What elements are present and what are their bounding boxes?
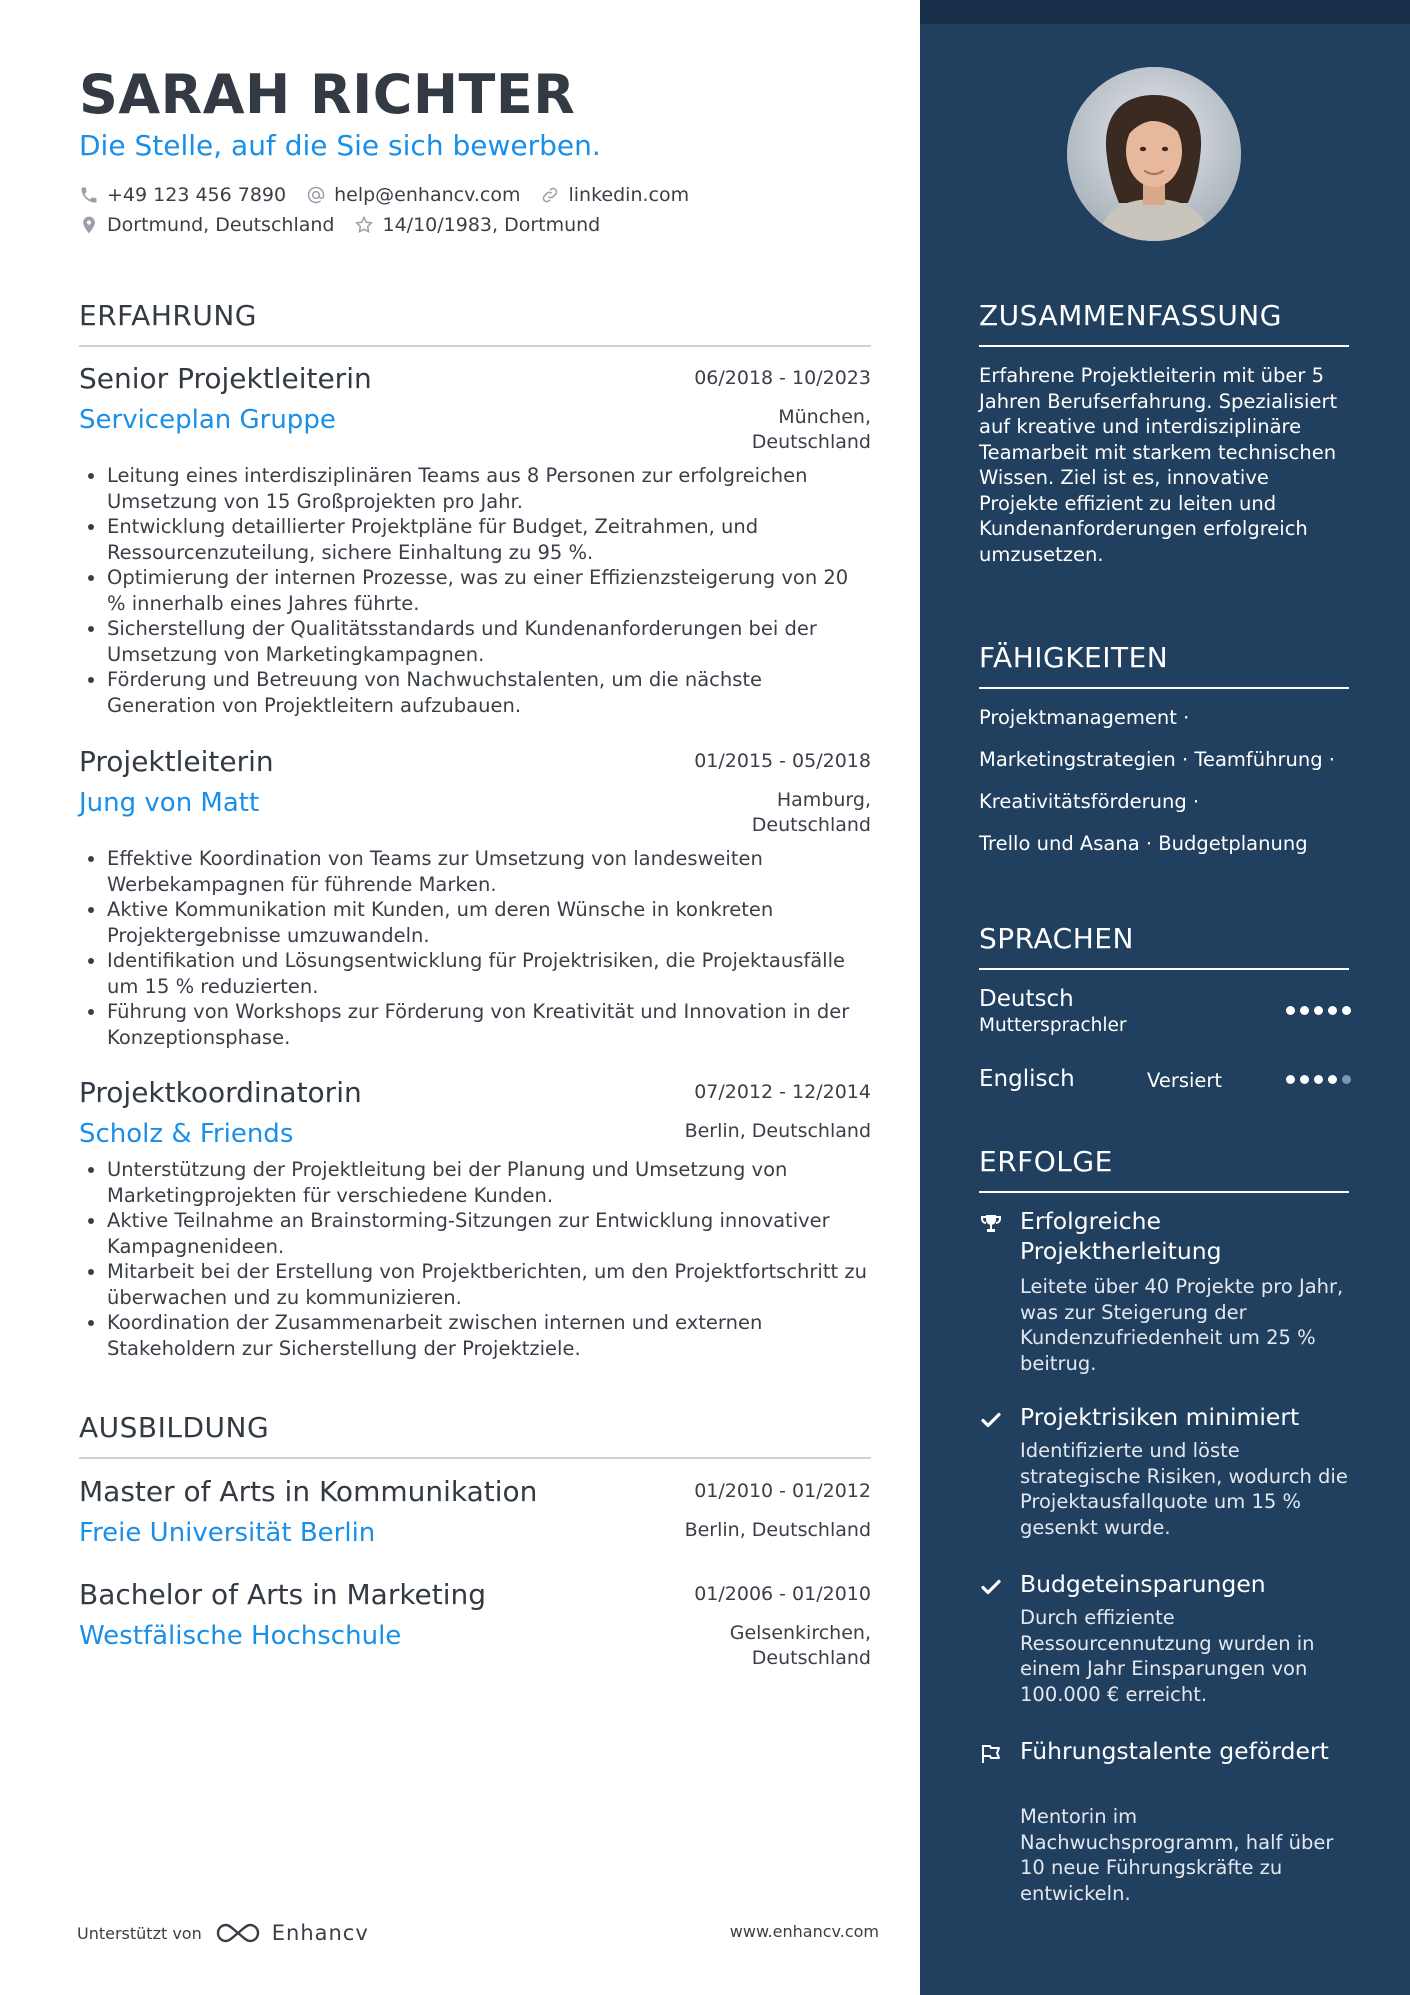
bullet-item: • Koordination der Zusammenarbeit zwischen internen und externen Stakeholdern zur Sicherstellung der Projektziele. xyxy=(107,1310,871,1361)
rating-dot-filled xyxy=(1300,1006,1309,1015)
language-name: Englisch xyxy=(979,1066,1075,1092)
languages-divider xyxy=(979,968,1349,970)
bullet-item: • Effektive Koordination von Teams zur Umsetzung von landesweiten Werbekampagnen für führende Marken. xyxy=(107,846,871,897)
candidate-name: SARAH RICHTER xyxy=(79,63,576,126)
skill-line: Marketingstrategien · Teamführung · xyxy=(979,748,1335,771)
achievement-desc: Identifizierte und löste strategische Risiken, wodurch die Projektausfallquote um 15 % gesenkt wurde. xyxy=(1020,1439,1348,1539)
job-location-line2: Deutschland xyxy=(751,431,871,453)
experience-divider xyxy=(79,345,871,347)
language-level: Versiert xyxy=(1147,1069,1223,1092)
rating-dot-filled xyxy=(1328,1075,1337,1084)
school-name: Westfälische Hochschule xyxy=(79,1621,402,1651)
education-dates: 01/2006 - 01/2010 xyxy=(694,1583,871,1605)
bullet-item: • Unterstützung der Projektleitung bei der Planung und Umsetzung von Marketingprojekten für verschiedene Kunden. xyxy=(107,1157,871,1208)
achievement-desc: Leitete über 40 Projekte pro Jahr, was zur Steigerung der Kundenzufriedenheit um 25 % beitrug. xyxy=(1020,1275,1344,1375)
achievements-divider xyxy=(979,1191,1349,1193)
job-location-line1: Berlin, Deutschland xyxy=(684,1120,871,1142)
rating-dot-filled xyxy=(1300,1075,1309,1084)
rating-dot-filled xyxy=(1286,1006,1295,1015)
job-role: Projektleiterin xyxy=(79,745,274,778)
brand-text: Enhancv xyxy=(271,1921,369,1945)
job-dates: 01/2015 - 05/2018 xyxy=(694,750,871,772)
job-company: Scholz & Friends xyxy=(79,1119,294,1149)
check-icon xyxy=(979,1575,1003,1599)
bullet-item: • Förderung und Betreuung von Nachwuchstalenten, um die nächste Generation von Projektleitern aufzubauen. xyxy=(107,667,871,718)
footer-site-link[interactable]: www.enhancv.com xyxy=(729,1922,879,1941)
job-bullets xyxy=(79,463,871,718)
job-role: Projektkoordinatorin xyxy=(79,1076,362,1109)
rating-dot-filled xyxy=(1342,1006,1351,1015)
bullet-item: • Aktive Kommunikation mit Kunden, um deren Wünsche in konkreten Projektergebnisse umzuwandeln. xyxy=(107,897,871,948)
rating-dot-empty xyxy=(1342,1075,1351,1084)
education-location-line1: Gelsenkirchen, xyxy=(729,1622,871,1644)
skills-heading: FÄHIGKEITEN xyxy=(979,641,1169,674)
contact-info xyxy=(79,180,709,240)
language-name: Deutsch xyxy=(979,986,1074,1012)
achievement-desc: Mentorin im Nachwuchsprogramm, half über 10 neue Führungskräfte zu entwickeln. xyxy=(1020,1805,1334,1905)
trophy-icon xyxy=(979,1212,1003,1236)
profile-photo xyxy=(1067,67,1241,241)
summary-divider xyxy=(979,345,1349,347)
birth-contact xyxy=(354,214,600,236)
star-icon xyxy=(354,215,374,235)
bullet-item: • Führung von Workshops zur Förderung von Kreativität und Innovation in der Konzeptionsphase. xyxy=(107,999,871,1050)
check-icon xyxy=(979,1408,1003,1432)
languages-heading: SPRACHEN xyxy=(979,922,1134,955)
skills-list xyxy=(979,703,1359,871)
bullet-item: • Leitung eines interdisziplinären Teams aus 8 Personen zur erfolgreichen Umsetzung von 15 Großprojekten pro Jahr. xyxy=(107,463,871,514)
linkedin-text: linkedin.com xyxy=(568,184,690,206)
school-name: Freie Universität Berlin xyxy=(79,1518,376,1548)
job-dates: 06/2018 - 10/2023 xyxy=(694,367,871,389)
rating-dot-filled xyxy=(1314,1075,1323,1084)
email-text: help@enhancv.com xyxy=(334,184,521,206)
job-location xyxy=(685,1119,871,1144)
rating-dot-filled xyxy=(1314,1006,1323,1015)
education-location xyxy=(685,1518,871,1543)
bullet-item: • Mitarbeit bei der Erstellung von Projektberichten, um den Projektfortschritt zu überwachen und zu kommunizieren. xyxy=(107,1259,871,1310)
experience-heading: ERFAHRUNG xyxy=(79,299,257,332)
enhancv-brand[interactable] xyxy=(214,1920,369,1946)
flag-icon xyxy=(979,1742,1003,1766)
rating-dot-filled xyxy=(1328,1006,1337,1015)
map-pin-icon xyxy=(79,215,99,235)
education-location-line1: Berlin, Deutschland xyxy=(684,1519,871,1541)
skill-line: Kreativitätsförderung · xyxy=(979,790,1200,813)
location-text: Dortmund, Deutschland xyxy=(107,214,335,236)
birth-text: 14/10/1983, Dortmund xyxy=(382,214,601,236)
sidebar-top-bar xyxy=(920,0,1410,24)
bullet-item: • Optimierung der internen Prozesse, was zu einer Effizienzsteigerung von 20 % innerhalb eines Jahres führte. xyxy=(107,565,871,616)
link-icon xyxy=(540,185,560,205)
achievement-title: Budgeteinsparungen xyxy=(1020,1570,1266,1598)
job-location-line1: Hamburg, xyxy=(776,789,871,811)
at-icon xyxy=(306,185,326,205)
job-location xyxy=(752,405,871,455)
job-location-line2: Deutschland xyxy=(751,814,871,836)
language-entry xyxy=(979,984,1351,1040)
rating-dot-filled xyxy=(1286,1075,1295,1084)
avatar-image xyxy=(1067,67,1241,241)
phone-text: +49 123 456 7890 xyxy=(107,184,287,206)
achievement-title: Erfolgreiche Projektherleitung xyxy=(1020,1207,1222,1265)
location-contact xyxy=(79,214,334,236)
language-level: Muttersprachler xyxy=(979,1015,1127,1036)
language-entry xyxy=(979,1064,1351,1098)
bullet-item: • Aktive Teilnahme an Brainstorming-Sitzungen zur Entwicklung innovativer Kampagnenideen. xyxy=(107,1208,871,1259)
achievement-title: Führungstalente gefördert xyxy=(1020,1737,1329,1765)
phone-contact[interactable] xyxy=(79,184,286,206)
job-company: Jung von Matt xyxy=(79,788,260,818)
job-company: Serviceplan Gruppe xyxy=(79,405,336,435)
summary-text: Erfahrene Projektleiterin mit über 5 Jahren Berufserfahrung. Spezialisiert auf kreative und interdisziplinäre Teamarbeit mit starkem technischen Wissen. Ziel ist es, innovative Projekte effizient zu leiten und Kundenanforderungen erfolgreich umzusetzen. xyxy=(979,364,1338,566)
degree-title: Master of Arts in Kommunikation xyxy=(79,1475,538,1508)
job-tagline: Die Stelle, auf die Sie sich bewerben. xyxy=(79,129,601,162)
bullet-item: • Sicherstellung der Qualitätsstandards und Kundenanforderungen bei der Umsetzung von Marketingkampagnen. xyxy=(107,616,871,667)
bullet-item: • Identifikation und Lösungsentwicklung für Projektrisiken, die Projektausfälle um 15 % reduzierten. xyxy=(107,948,871,999)
education-heading: AUSBILDUNG xyxy=(79,1411,270,1444)
language-rating xyxy=(1281,1075,1351,1084)
summary-heading: ZUSAMMENFASSUNG xyxy=(979,299,1282,332)
education-divider xyxy=(79,1457,871,1459)
degree-title: Bachelor of Arts in Marketing xyxy=(79,1578,487,1611)
skills-divider xyxy=(979,687,1349,689)
sidebar xyxy=(920,0,1410,1995)
enhancv-logo-icon xyxy=(214,1920,262,1946)
job-bullets xyxy=(79,846,871,1050)
job-location xyxy=(752,788,871,838)
education-dates: 01/2010 - 01/2012 xyxy=(694,1480,871,1502)
footer xyxy=(77,1916,877,1946)
powered-by xyxy=(77,1920,369,1946)
linkedin-contact[interactable] xyxy=(540,184,689,206)
education-location-line2: Deutschland xyxy=(751,1647,871,1669)
language-rating xyxy=(1281,1006,1351,1015)
skill-line: Trello und Asana · Budgetplanung xyxy=(979,832,1308,855)
education-location xyxy=(730,1621,871,1671)
job-role: Senior Projektleiterin xyxy=(79,362,372,395)
job-bullets xyxy=(79,1157,871,1361)
achievements-heading: ERFOLGE xyxy=(979,1145,1113,1178)
phone-icon xyxy=(79,185,99,205)
achievement-title: Projektrisiken minimiert xyxy=(1020,1403,1300,1431)
powered-by-text: Unterstützt von xyxy=(77,1923,202,1943)
job-dates: 07/2012 - 12/2014 xyxy=(694,1081,871,1103)
job-location-line1: München, xyxy=(778,406,871,428)
email-contact[interactable] xyxy=(306,184,520,206)
skill-line: Projektmanagement · xyxy=(979,706,1190,729)
bullet-item: • Entwicklung detaillierter Projektpläne für Budget, Zeitrahmen, und Ressourcenzuteilung, sichere Einhaltung zu 95 %. xyxy=(107,514,871,565)
achievement-desc: Durch effiziente Ressourcennutzung wurden in einem Jahr Einsparungen von 100.000 € erreicht. xyxy=(1020,1606,1315,1706)
